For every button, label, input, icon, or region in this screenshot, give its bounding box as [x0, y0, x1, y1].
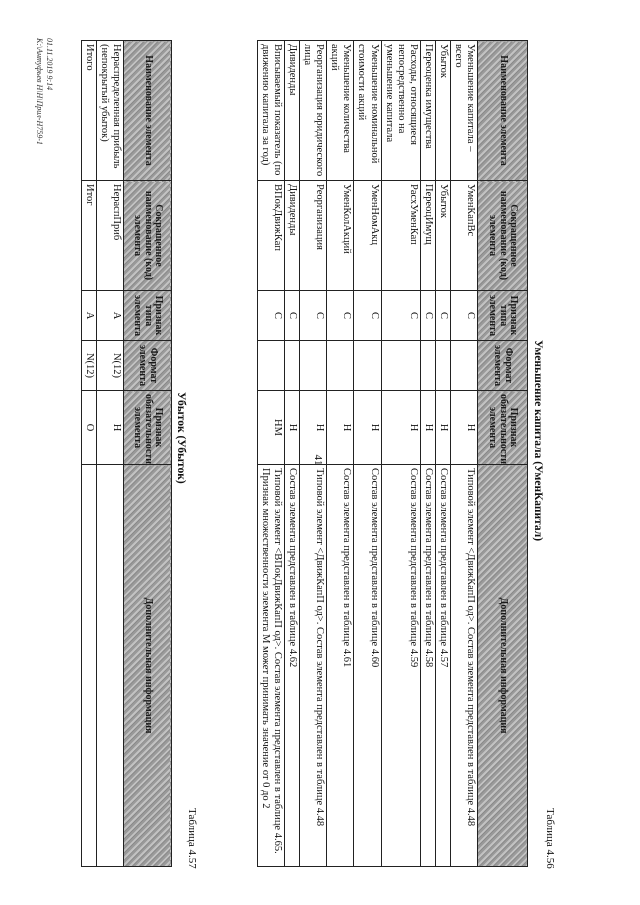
table1-cell-name: Переоценка имущества	[420, 41, 435, 181]
table1-cell-type: С	[285, 291, 300, 341]
table2-cell-code: НераспПриб	[96, 181, 123, 291]
table1-cell-name: Убыток	[435, 41, 450, 181]
table1-cell-name: Уменьшение номинальной стоимости акций	[354, 41, 381, 181]
table1-cell-required: Н	[381, 391, 420, 465]
table1-cell-code: ВПокДвижКап	[258, 181, 285, 291]
table1-cell-info: Типовой элемент <ДвижКапП од>. Состав элемента представлен в таблице 4.48	[300, 465, 327, 867]
table2-cell-format: N(12)	[96, 341, 123, 391]
table1-header-required: Признак обязательности элемента	[478, 391, 528, 465]
table1-cell-code: ПереоцИмущ	[420, 181, 435, 291]
table1-cell-code: РасхУменКап	[381, 181, 420, 291]
table1-cell-type: С	[381, 291, 420, 341]
table2-header-type: Признак типа элемента	[124, 291, 172, 341]
table2-cell-required: О	[81, 391, 96, 465]
table1-cell-name: Реорганизация юридического лица	[300, 41, 327, 181]
table1-header-type: Признак типа элемента	[478, 291, 528, 341]
table2-cell-type: А	[96, 291, 123, 341]
table1-cell-format	[285, 341, 300, 391]
table1-cell-required: Н	[327, 391, 354, 465]
footer-timestamp: 01.11.2019 9:14	[45, 38, 54, 91]
table1-cell-required: НМ	[258, 391, 285, 465]
table1-header-format: Формат элемента	[478, 341, 528, 391]
table2-caption-number: Таблица 4.57	[186, 808, 198, 869]
table1-header-code: Сокращенное наименование (код) элемента	[478, 181, 528, 291]
table2-header-required: Признак обязательности элемента	[124, 391, 172, 465]
table1-body	[258, 41, 478, 867]
table1-cell-required: Н	[450, 391, 477, 465]
table2-cell-name: Нераспределенная прибыль (непокрытый убыток)	[96, 41, 123, 181]
table1-title: Уменьшение капитала (УменКапитал)	[532, 340, 544, 542]
table1-cell-code: УменКолАкций	[327, 181, 354, 291]
table1-cell-required: Н	[285, 391, 300, 465]
table1-cell-code: Реорганизация	[300, 181, 327, 291]
table1-header-info: Дополнительная информация	[478, 465, 528, 867]
table1-cell-format	[258, 341, 285, 391]
page-number: 41	[312, 454, 324, 466]
table1-cell-info: Типовой элемент <ДвижКапП од>. Состав элемента представлен в таблице 4.48	[450, 465, 477, 867]
table2-cell-code: Итог	[81, 181, 96, 291]
table1-cell-format	[381, 341, 420, 391]
table1-cell-code: УменКапВс	[450, 181, 477, 291]
table2-cell-type: А	[81, 291, 96, 341]
table1-cell-info: Состав элемента представлен в таблице 4.59	[381, 465, 420, 867]
table2-cell-name: Итого	[81, 41, 96, 181]
table-row	[285, 41, 300, 867]
table2-header-code: Сокращенное наименование (код) элемента	[124, 181, 172, 291]
table2-cell-required: Н	[96, 391, 123, 465]
table1-cell-required: Н	[420, 391, 435, 465]
table1-cell-name: Уменьшение количества акций	[327, 41, 354, 181]
table2-title: Убыток (Убыток)	[175, 392, 187, 484]
table1-cell-format	[420, 341, 435, 391]
table1-cell-info: Состав элемента представлен в таблице 4.58	[420, 465, 435, 867]
table1-cell-type: С	[300, 291, 327, 341]
table1-cell-format	[354, 341, 381, 391]
table-row	[354, 41, 381, 867]
table1-caption-number: Таблица 4.56	[544, 808, 556, 869]
table1-cell-type: С	[450, 291, 477, 341]
table1	[257, 40, 528, 867]
table1-cell-type: С	[435, 291, 450, 341]
table-row	[81, 41, 96, 867]
table-row	[435, 41, 450, 867]
footer-path: К:\Антуфьев Н\Н\Прил-Н759-1	[35, 38, 44, 145]
table1-cell-name: Уменьшение капитала – всего	[450, 41, 477, 181]
table-row	[420, 41, 435, 867]
table1-cell-name: Вписываемый показатель (по движению капитала за год)	[258, 41, 285, 181]
table1-cell-required: Н	[354, 391, 381, 465]
table1-cell-info: Состав элемента представлен в таблице 4.60	[354, 465, 381, 867]
table-row	[96, 41, 123, 867]
table2-body	[81, 41, 123, 867]
table2-header-info: Дополнительная информация	[124, 465, 172, 867]
table1-cell-code: Дивиденды	[285, 181, 300, 291]
table2-cell-info	[96, 465, 123, 867]
table-row	[258, 41, 285, 867]
table-row	[450, 41, 477, 867]
table1-cell-format	[327, 341, 354, 391]
table1-cell-required: Н	[300, 391, 327, 465]
table1-cell-format	[300, 341, 327, 391]
table1-cell-name: Расходы, относящиеся непосредственно на уменьшение капитала	[381, 41, 420, 181]
table1-cell-info: Состав элемента представлен в таблице 4.61	[327, 465, 354, 867]
table1-cell-type: С	[420, 291, 435, 341]
table-row	[381, 41, 420, 867]
table2-header-format: Формат элемента	[124, 341, 172, 391]
table1-cell-code: Убыток	[435, 181, 450, 291]
table1-cell-type: С	[258, 291, 285, 341]
table1-cell-info: Состав элемента представлен в таблице 4.62	[285, 465, 300, 867]
table1-cell-format	[435, 341, 450, 391]
table1-cell-code: УменНомАкц	[354, 181, 381, 291]
table1-cell-type: С	[327, 291, 354, 341]
table2-cell-format: N(12)	[81, 341, 96, 391]
table1-cell-info: Типовой элемент <ВПокДвижКапП од>. Состав элемента представлен в таблице 4.65. Признак множественности элемента М может принимать значение от 0 до 2	[258, 465, 285, 867]
table1-header-name: Наименование элемента	[478, 41, 528, 181]
table2-cell-info	[81, 465, 96, 867]
table1-cell-type: С	[354, 291, 381, 341]
table-row	[327, 41, 354, 867]
table-row	[300, 41, 327, 867]
table1-cell-required: Н	[435, 391, 450, 465]
table2	[81, 40, 172, 867]
table1-cell-info: Состав элемента представлен в таблице 4.57	[435, 465, 450, 867]
table1-cell-format	[450, 341, 477, 391]
table2-header-name: Наименование элемента	[124, 41, 172, 181]
table1-cell-name: Дивиденды	[285, 41, 300, 181]
